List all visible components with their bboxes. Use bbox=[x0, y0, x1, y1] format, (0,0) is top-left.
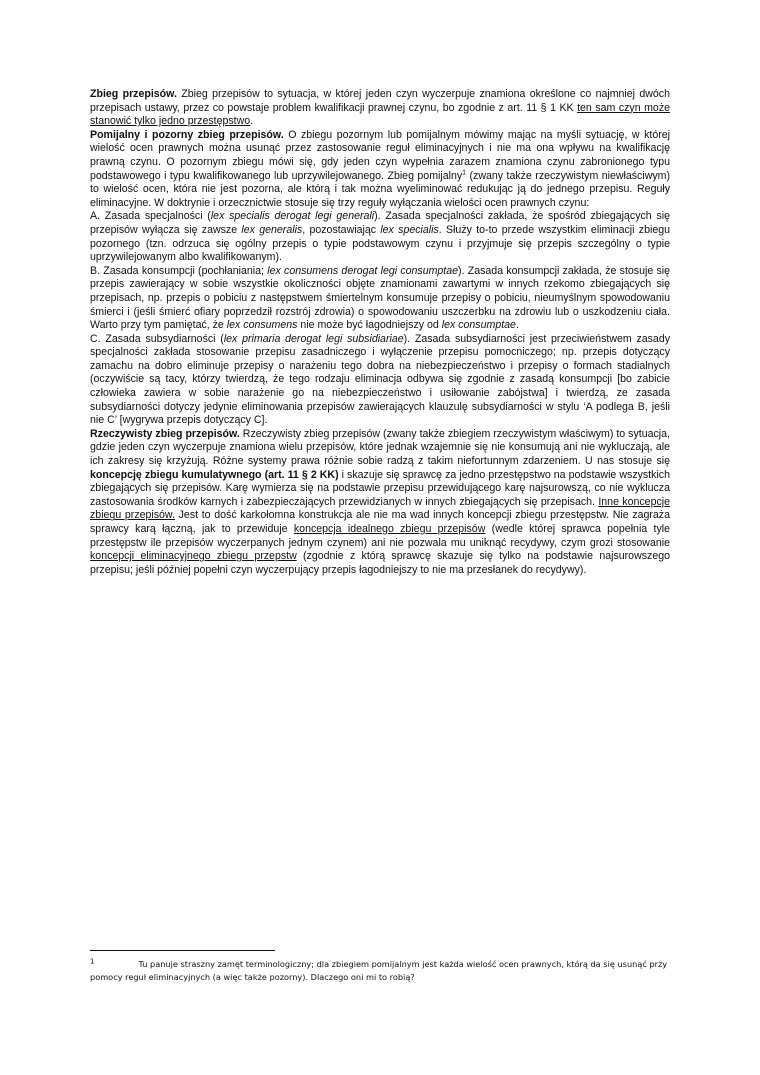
bold-phrase: Rzeczywisty zbieg przepisów. bbox=[90, 427, 240, 440]
paragraph-p5 bbox=[90, 333, 670, 428]
paragraph-p6 bbox=[90, 428, 670, 578]
latin-phrase: lex specialis derogat legi generali bbox=[210, 210, 375, 223]
footnote-number: 1 bbox=[90, 957, 95, 966]
text-run: O zbiegu pozornym lub pomijalnym mówimy mając na myśli sytuację, w której wielość ocen prawnych można usunąć przez zastosowanie reguł eliminacyjnych i nie ma ona wpływu na kwalifikację prawną czynu. O pozornym zbiegu mówi się, gdy jeden czyn wypełnia zarazem znamiona czynu zabronionego typu podstawowego i typu kwalifikowanego lub uprzywilejowanego. Zbieg pomijalny bbox=[90, 128, 670, 182]
latin-phrase: lex generalis bbox=[241, 223, 303, 236]
text-run: Zbieg przepisów to sytuacja, w której jeden czyn wyczerpuje znamiona określone co najmniej dwóch przepisach ustawy, przez co powstaje problem kwalifikacji prawnej czynu, bo zgodnie z art. 11 § 1 KK bbox=[90, 88, 671, 114]
footnote-text: Tu panuje straszny zamęt terminologiczny; dla zbiegiem pomijalnym jest każda wielość ocen prawnych, którą da się usunąć przy pomocy reguł eliminacyjnych (a więc także pozorny). Dlaczego oni mi to robią? bbox=[90, 959, 668, 982]
text-run: Rzeczywisty zbieg przepisów (zwany także zbiegiem rzeczywistym właściwym) to sytuacja, gdzie jeden czyn wyczerpuje znamiona wielu przepisów, które jednak wzajemnie się nie konsumują ani nie wykluczają, ale ich zakresy się krzyżują. Różne systemy prawa różnie sobie radzą z takim niefortunnym zdarzeniem. U nas stosuje się bbox=[90, 427, 670, 468]
text-run: Jest to dość karkołomna konstrukcja ale nie ma wad innych koncepcji zbiegu przestępstw. Nie zagraża sprawcy karą łączną, jak to przewiduje bbox=[90, 509, 670, 535]
latin-phrase: lex consumens bbox=[226, 319, 298, 332]
latin-phrase: lex consumens derogat legi consumptae bbox=[267, 264, 459, 277]
document-body bbox=[90, 88, 670, 577]
paragraph-p1 bbox=[90, 88, 670, 129]
footnote-reference: 1 bbox=[462, 169, 467, 177]
text-run: nie może być łagodniejszy od bbox=[297, 319, 442, 332]
paragraph-p3 bbox=[90, 210, 670, 264]
latin-phrase: lex specialis bbox=[380, 223, 439, 236]
text-run: . Służy to-to przede wszystkim eliminacji zbiegu pozornego (tzn. odrzuca się ogólny przepis o typie podstawowym czynu i przyjmuje się przepis szczególny o typie uprzywilejowanym albo kwalifikowanym). bbox=[90, 223, 670, 264]
text-run: (zgodnie z którą sprawcę skazuje się tylko na podstawie najsurowszego przepisu; jeśli później popełni czyn wyczerpujący przepis łagodniejszy to nie ma przesłanek do recydywy). bbox=[90, 550, 670, 576]
text-run: ). Zasada subsydiarności jest przeciwieństwem zasady specjalności zakłada stosowanie przepisu zasadniczego i wyłączenie przepisu pomocniczego; np. przepis dotyczący zamachu na dobro eliminuje przepisy o narażeniu tego dobra na niebezpieczeństwo i przepisy o formach stadialnych (oczywiście są tacy, którzy twierdzą, że tego rodzaju eliminacja odbywa się zgodnie z zasadą konsumpcji [bo zabicie człowieka zawiera w sobie narażenie go na niebezpieczeństwo i usiłowanie zabójstwa] i twierdzą, ze zasada subsydiarności dotyczy jedynie eliminowania przepisów zawierających klauzulę subsydiarności w stylu ‘A podlega B, jeśli nie C’ [wygrywa przepis dotyczący C]. bbox=[90, 332, 671, 427]
text-run: . bbox=[515, 319, 519, 332]
latin-phrase: lex primaria derogat legi subsidiariae bbox=[223, 332, 404, 345]
text-run: i skazuje się sprawcę za jedno przestępstwo na podstawie wszystkich zbiegających się przepisów. Karę wymierza się na podstawie przepisu przewidującego karę najsurowszą, co nie wyklucza zastosowania środków karnych i zabezpieczających przewidzianych w innych zbiegających się przepisach. bbox=[90, 468, 670, 508]
text-run: (wedle której sprawca popełnia tyle przestępstw ile przepisów wyczerpanych jednym czynem) ani nie pozwala mu uniknąć recydywy, czym grozi stosowanie bbox=[90, 523, 670, 549]
footnote bbox=[90, 958, 670, 984]
footnote-separator bbox=[90, 950, 275, 951]
text-run: ). Zasada specjalności zakłada, że spośród zbiegających się przepisów wyłącza się zawsze bbox=[90, 210, 670, 236]
text-run: , pozostawiając bbox=[302, 223, 381, 236]
bold-phrase: koncepcję zbiegu kumulatywnego (art. 11 § 2 KK) bbox=[90, 468, 339, 481]
paragraph-p4 bbox=[90, 265, 670, 333]
text-run: C. Zasada subsydiarności ( bbox=[90, 332, 224, 345]
underlined-phrase: koncepcji eliminacyjnego zbiegu przepstw bbox=[90, 550, 297, 563]
bold-phrase: Zbieg przepisów. bbox=[90, 88, 177, 100]
text-run: ). Zasada konsumpcji zakłada, że stosuje się przepis zawierający w sobie wszystkie okoliczności objęte znamionami zawartymi w innych rzekomo zbiegających się przepisach, np. przepis o pobiciu z następstwem śmiertelnym konsumuje przepisy o pobiciu, nieumyślnym spowodowaniu śmierci i (jeśli śmierć ofiary poprzedził rozstrój zdrowia) o spowodowaniu uszczerbku na zdrowiu lub o uszkodzeniu ciała. Warto przy tym pamiętać, że bbox=[90, 264, 671, 332]
latin-phrase: lex consumptae bbox=[441, 319, 516, 332]
text-run: B. Zasada konsumpcji (pochłaniania; bbox=[90, 264, 268, 277]
text-run: (zwany także rzeczywistym niewłaściwym) to wielość ocen, która nie jest pozorna, ale którą i tak można wyeliminować redukując ją do jednego przepisu. Reguły eliminacyjne. W doktrynie i orzecznictwie stosuje się trzy reguły wyłączania wielości ocen prawnych czynu: bbox=[90, 169, 670, 209]
text-run: . bbox=[250, 115, 254, 128]
text-run: A. Zasada specjalności ( bbox=[90, 210, 211, 223]
underlined-phrase: Inne koncepcje zbiegu przepisów. bbox=[90, 495, 670, 522]
underlined-phrase: koncepcja idealnego zbiegu przepisów bbox=[293, 523, 486, 535]
underlined-phrase: ten sam czyn może stanowić tylko jedno przestępstwo bbox=[90, 101, 671, 128]
bold-phrase: Pomijalny i pozorny zbieg przepisów. bbox=[90, 128, 284, 141]
paragraph-p2 bbox=[90, 129, 670, 211]
